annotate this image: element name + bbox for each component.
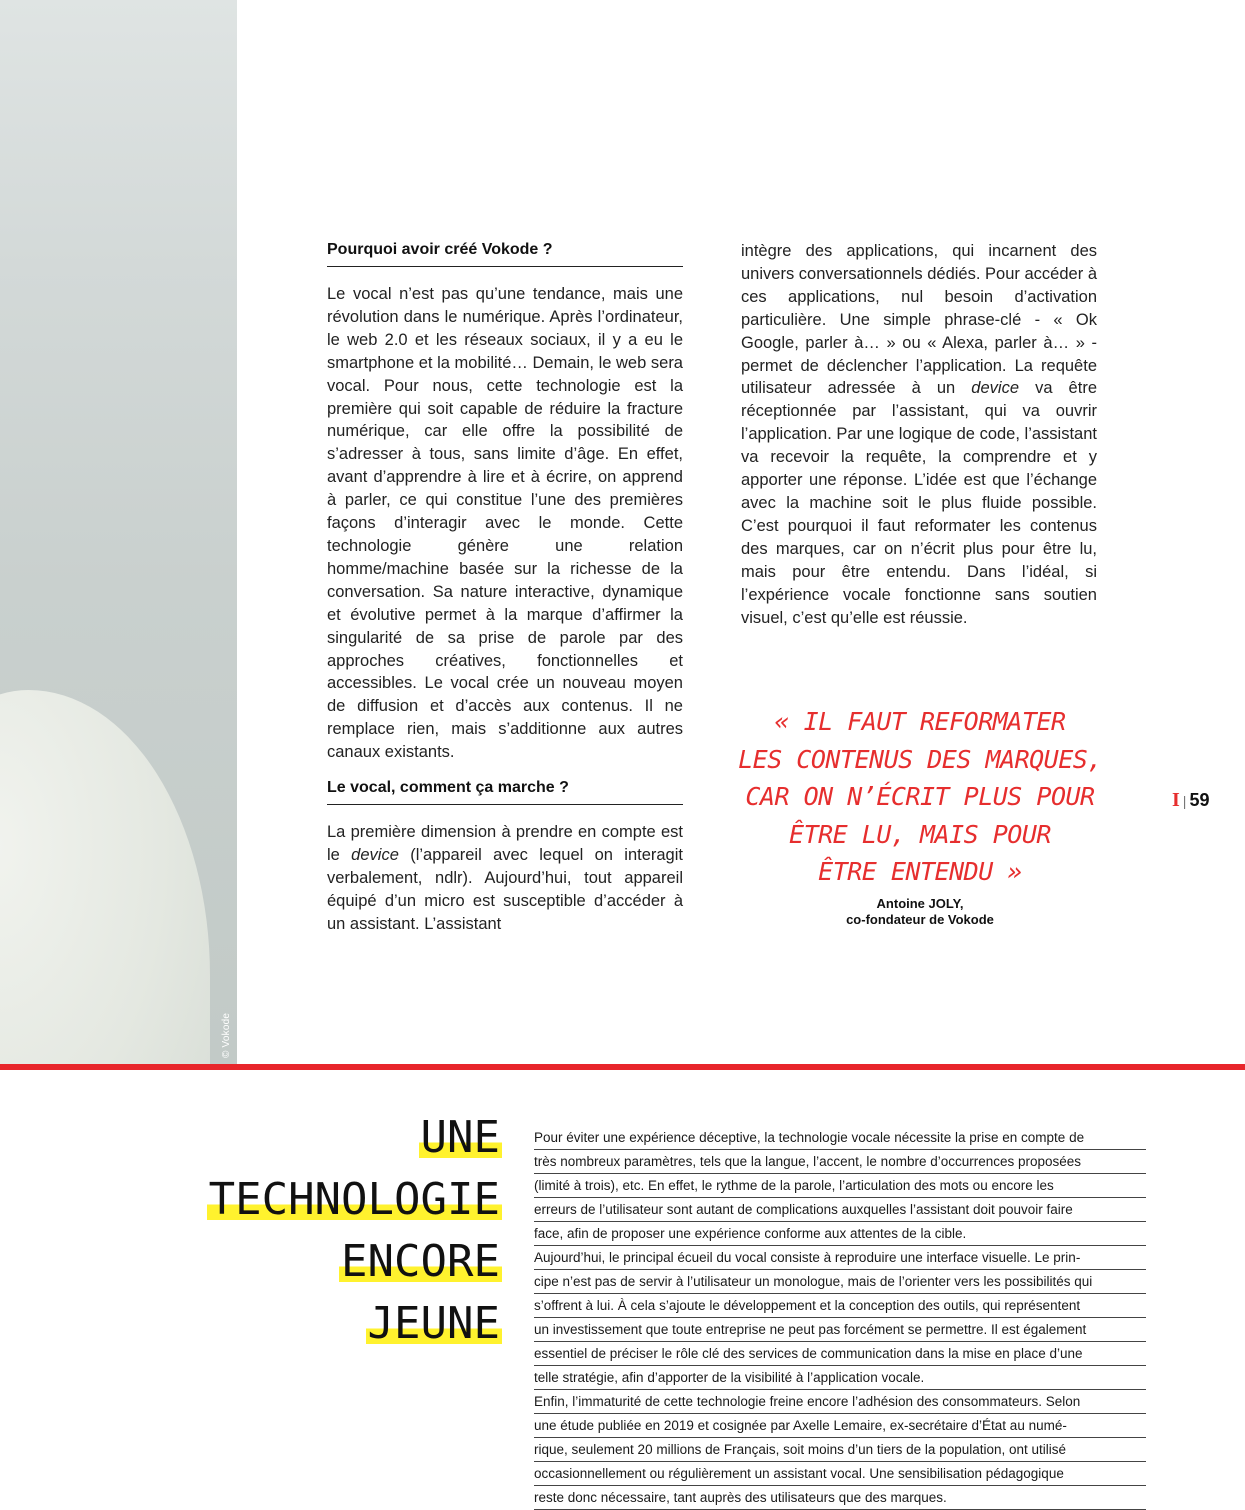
text-line: Pour éviter une expérience déceptive, la technologie vocale nécessite la prise en compte de (534, 1126, 1146, 1150)
text-line: un investissement que toute entreprise ne peut pas forcément se permettre. Il est également (534, 1318, 1146, 1342)
text-line: face, afin de proposer une expérience conforme aux attentes de la cible. (534, 1222, 1146, 1246)
pull-quote-line: LES CONTENUS DES MARQUES, (738, 744, 1102, 774)
answer-2-text-a: La première dimension à prendre en compte est le (327, 823, 683, 864)
question-heading-1: Pourquoi avoir créé Vokode ? (327, 240, 683, 267)
quote-author-role: co-fondateur de Vokode (846, 912, 994, 927)
device-term-2: device (971, 379, 1019, 398)
pull-quote (730, 703, 1110, 891)
section-title-line: JEUNE (367, 1298, 500, 1349)
text-line: Aujourd’hui, le principal écueil du vocal consiste à reproduire une interface visuelle. Le prin- (534, 1246, 1146, 1270)
quote-author: Antoine JOLY, (876, 896, 964, 911)
section-title (170, 1107, 502, 1355)
text-line: rique, seulement 20 millions de Français, soit moins d’un tiers de la population, ont utilisé (534, 1438, 1146, 1462)
portrait-photo (0, 0, 237, 1064)
section-body (534, 1126, 1146, 1510)
answer-paragraph-continued (741, 240, 1097, 629)
interview-column-right (741, 240, 1097, 629)
pull-quote-line: CAR ON N’ÉCRIT PLUS POUR (745, 782, 1095, 811)
continued-text-a: intègre des applications, qui incarnent des univers conversationnels dédiés. Pour accéder à ces applications, nul besoin d’activation particulière. Une simple phrase-clé - « Ok Google, parler à… » ou « Alexa, parler à… » - permet de déclencher l’application. La requête utilisateur adressée à un (741, 242, 1097, 398)
text-line: Enfin, l’immaturité de cette technologie freine encore l’adhésion des consommateurs. Selon (534, 1390, 1146, 1414)
pull-quote-line: « IL FAUT REFORMATER (774, 707, 1066, 736)
photo-shirt-shape (0, 690, 210, 1064)
section-title-line: ENCORE (341, 1236, 500, 1287)
page-separator: | (1182, 793, 1187, 809)
page-number: 59 (1189, 790, 1210, 810)
text-line: s’offrent à lui. À cela s’ajoute le développement et la conception des outils, qui représentent (534, 1294, 1146, 1318)
text-line: très nombreux paramètres, tels que la langue, l’accent, le nombre d’occurrences proposées (534, 1150, 1146, 1174)
answer-paragraph-2 (327, 821, 683, 936)
section-title-line: TECHNOLOGIE (208, 1174, 500, 1225)
magazine-logo-mark: I (1172, 789, 1180, 811)
interview-column-left (327, 240, 683, 936)
text-line: une étude publiée en 2019 et cosignée par Axelle Lemaire, ex-secrétaire d’État au numé- (534, 1414, 1146, 1438)
text-line: cipe n’est pas de servir à l’utilisateur un monologue, mais de l’orienter vers les possibilités qui (534, 1270, 1146, 1294)
section-paragraph-3 (534, 1390, 1146, 1510)
question-heading-2: Le vocal, comment ça marche ? (327, 778, 683, 805)
answer-paragraph-1: Le vocal n’est pas qu’une tendance, mais une révolution dans le numérique. Après l’ordinateur, le web 2.0 et les réseaux sociaux, il y a eu le smartphone et la mobilité… Demain, le web sera vocal. Pour nous, cette technologie est la première qui soit capable de réduire la fracture numérique, car elle offre la possibilité de s’adresser à tous, sans limite d’âge. En effet, avant d’apprendre à lire et à écrire, on apprend à parler, ce qui constitue l’une des premières façons d’interagir avec le monde. Cette technologie génère une relation homme/machine basée sur la richesse de la conversation. Sa nature interactive, dynamique et évolutive permet à la marque d’affirmer la singularité de sa prise de parole par des approches créatives, fonctionnelles et accessibles. Le vocal crée un nouveau moyen de diffusion et d’accès aux contenus. Il ne remplace rien, mais s’additionne aux autres canaux existants. (327, 285, 683, 762)
section-paragraph-1 (534, 1126, 1146, 1246)
pull-quote-line: ÊTRE ENTENDU » (818, 857, 1022, 886)
text-line: telle stratégie, afin d’apporter de la visibilité à l’application vocale. (534, 1366, 1146, 1390)
text-line: (limité à trois), etc. En effet, le rythme de la parole, l’articulation des mots ou encore les (534, 1174, 1146, 1198)
pull-quote-line: ÊTRE LU, MAIS POUR (789, 819, 1051, 849)
text-line: essentiel de préciser le rôle clé des services de communication dans la mise en place d’une (534, 1342, 1146, 1366)
section-divider-red (0, 1064, 1245, 1070)
quote-attribution (780, 896, 1060, 928)
text-line: erreurs de l’utilisateur sont autant de complications auxquelles l’assistant doit pouvoir faire (534, 1198, 1146, 1222)
photo-credit: © Vokode (221, 1012, 232, 1058)
page-number-marker (1172, 789, 1209, 812)
section-title-line: UNE (420, 1112, 500, 1163)
text-line: reste donc nécessaire, tant auprès des utilisateurs que des marques. (534, 1486, 1146, 1510)
answer-2-text-b: (l’appareil avec lequel on interagit verbalement, ndlr). Aujourd’hui, tout appareil équipé d’un micro est susceptible d’accéder à un assistant. L’assistant (327, 845, 683, 933)
continued-text-b: va être réceptionnée par l’assistant, qui va ouvrir l’application. Par une logique de code, l’assistant va recevoir la requête, la comprendre et y apporter une réponse. L’idée est que l’échange avec la machine soit le plus fluide possible. C’est pourquoi il faut reformater les contenus des marques, car on n’écrit plus pour être lu, mais pour être entendu. Dans l’idéal, si l’expérience vocale fonctionne sans soutien visuel, c’est qu’elle est réussie. (741, 379, 1097, 627)
device-term: device (351, 845, 399, 864)
text-line: occasionnellement ou régulièrement un assistant vocal. Une sensibilisation pédagogique (534, 1462, 1146, 1486)
section-paragraph-2 (534, 1246, 1146, 1390)
